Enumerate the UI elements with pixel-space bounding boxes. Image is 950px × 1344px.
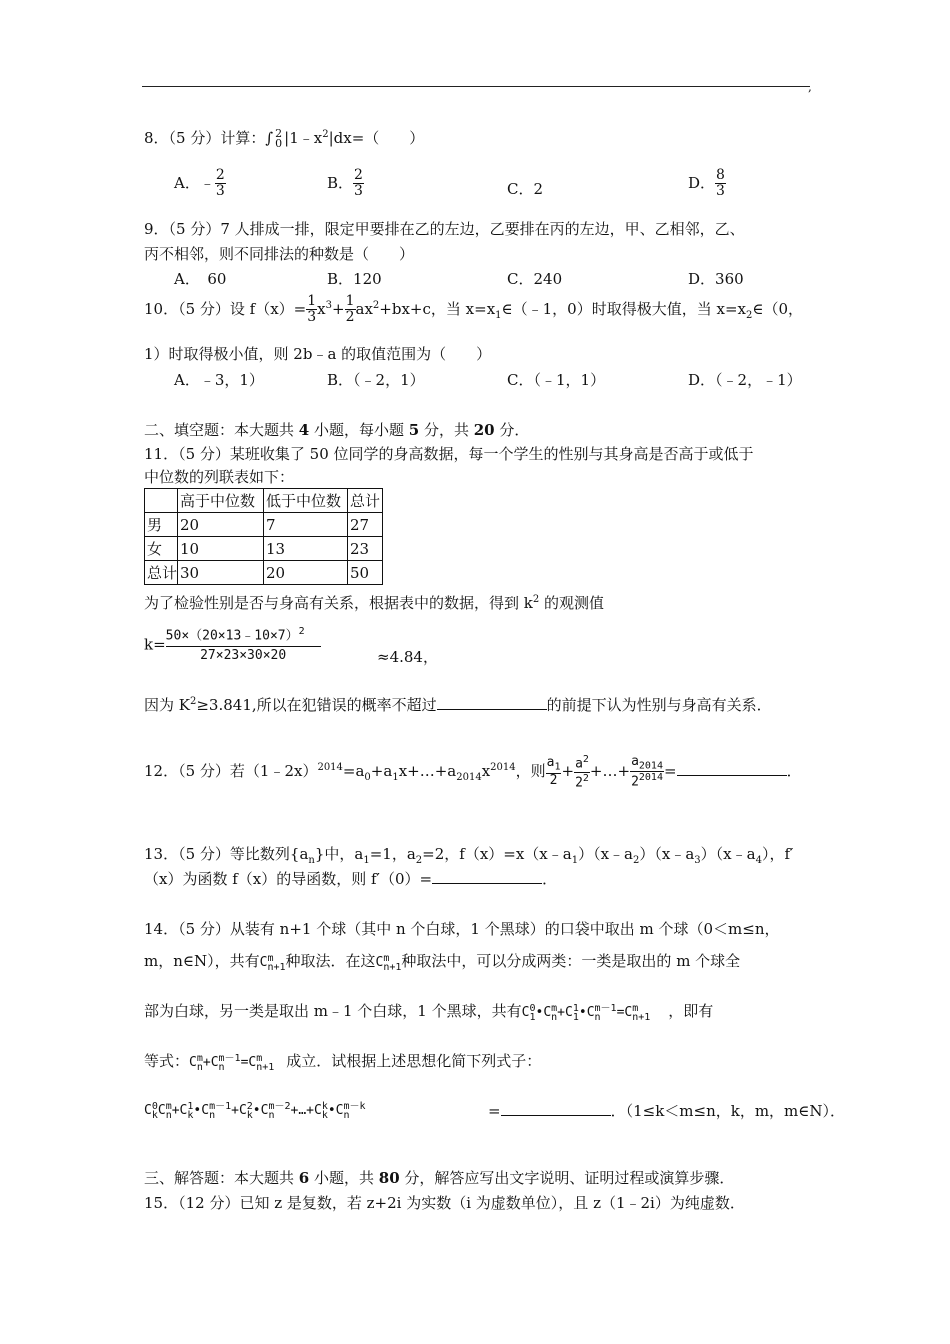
table-cell: 7	[264, 513, 348, 537]
contingency-table	[144, 488, 383, 585]
q10-option-c: C．（﹣1，1）	[507, 371, 606, 389]
q11-after-table: 为了检验性别是否与身高有关系，根据表中的数据，得到 $k^2$ 的观测值	[144, 594, 605, 612]
section3-heading: 三、解答题：本大题共 6 小题，共 80 分，解答应写出文字说明、证明过程或演算步骤．	[144, 1169, 735, 1187]
q15-line1: 15．（12 分）已知 z 是复数，若 z+2i 为实数（i 为虚数单位），且 z（1﹣2i）为纯虚数．	[144, 1194, 745, 1212]
q11-k-result: ≈4.84，	[377, 648, 438, 666]
q10-option-d: D．（﹣2，﹣1）	[688, 371, 802, 389]
q8-stem: 8．（5 分）计算：∫ 2 0 $|1﹣x^2|dx=$（ ）	[144, 127, 425, 150]
table-cell: 20	[264, 561, 348, 585]
q13-line2: （x）为函数 f（x）的导函数，则 f′（0）= ．	[144, 870, 558, 888]
q10-line1: 10．（5 分）设 f（x）= $\frac{1}{3}$ $x^3+$ $\frac{1}{2}$ $ax^2+bx+c$，当 $x=x_1\in(﹣1$，0）时取得极大值，当 $x=x_2\in(0$，	[144, 293, 804, 326]
table-header-cell	[145, 489, 178, 513]
table-cell: 女	[145, 537, 178, 561]
sum-formula: C 0 k C m n +C 1 k •C m－1 n +C 2 k •C m－2 n +…+C k k •C m－k n	[144, 1100, 366, 1121]
table-cell: 27	[348, 513, 383, 537]
q12-line: 12．（5 分）若$(1﹣2x)^{2014}=a_0+a_1x+\dots+a_{2014}x^{2014}$，则 $\frac{a_1}{2}$ + $\frac{a^2}{2^2}$ +…+ $\frac{a_{2014}}{2^{2014}}$ = ．	[144, 753, 802, 790]
table-cell: 10	[178, 537, 264, 561]
table-header-cell: 低于中位数	[264, 489, 348, 513]
q11-k-formula: k= $\frac{50\times(20\times 13﹣10\times 7)^2}{27\times 23\times 30\times 20}$	[144, 626, 321, 663]
table-row	[145, 561, 383, 585]
table-header-cell: 高于中位数	[178, 489, 264, 513]
table-cell: 总计	[145, 561, 178, 585]
q11-line2: 中位数的列联表如下：	[144, 468, 295, 486]
table-header-cell: 总计	[348, 489, 383, 513]
answer-blank[interactable]	[432, 869, 542, 884]
table-header-row	[145, 489, 383, 513]
q14-line2: m，n∈N），共有C m n+1 种取法．在这C m n+1 种取法中，可以分成两类：一类是取出的 m 个球全	[144, 952, 741, 973]
table-cell: 13	[264, 537, 348, 561]
q13-line1: 13．（5 分）等比数列$\{a_n\}$中，$a_1=1$，$a_2=2$，$f(x)=x(x﹣a_1)(x﹣a_2)(x﹣a_3)(x﹣a_4)$，f′	[144, 845, 794, 866]
q14-line3: 部为白球，另一类是取出 m﹣1 个白球，1 个黑球，共有C 0 1 •C m n +C 1 1 •C m－1 n =C m n+1 ，即有	[144, 1002, 714, 1023]
q10-option-a: A．﹣3，1）	[174, 371, 264, 389]
q14-line4: 等式：C m n +C m－1 n =C m n+1 成立．试根据上述思想化简下列式子：	[144, 1052, 542, 1073]
answer-blank[interactable]	[437, 695, 547, 710]
header-rule	[142, 86, 810, 87]
section2-heading: 二、填空题：本大题共 4 小题，每小题 5 分，共 20 分．	[144, 421, 530, 439]
q11-line1: 11．（5 分）某班收集了 50 位同学的身高数据，每一个学生的性别与其身高是否高于或低于	[144, 445, 754, 463]
header-mark: ,	[808, 80, 812, 94]
answer-blank[interactable]	[677, 761, 787, 776]
table-row	[145, 537, 383, 561]
q8-option-a: A．﹣ $\frac{2}{3}$	[174, 167, 225, 200]
q8-option-b: B． $\frac{2}{3}$	[327, 167, 363, 200]
identity-formula: C m n +C m－1 n =C m n+1	[189, 1052, 275, 1073]
q8-option-d: D． $\frac{8}{3}$	[688, 167, 725, 200]
combination-formula: C 0 1 •C m n +C 1 1 •C m－1 n =C m n+1	[521, 1002, 651, 1023]
q9-option-b: B．120	[327, 270, 382, 288]
q14-line1: 14．（5 分）从装有 n+1 个球（其中 n 个白球，1 个黑球）的口袋中取出 m 个球（0＜m≤n，	[144, 920, 780, 938]
q14-line5-answer: = ．（1≤k＜m≤n，k，m，m∈N）．	[488, 1102, 845, 1120]
q11-conclusion: 因为 $K^2\ge 3.841$,所以在犯错误的概率不超过 的前提下认为性别与身高有关系．	[144, 696, 772, 714]
q9-line2: 丙不相邻，则不同排法的种数是（ ）	[144, 245, 415, 263]
q9-line1: 9．（5 分）7 人排成一排，限定甲要排在乙的左边，乙要排在丙的左边，甲、乙相邻，乙、	[144, 220, 745, 238]
q9-option-a: A． 60	[174, 270, 227, 288]
q10-line2: 1）时取得极小值，则 2b﹣a 的取值范围为（ ）	[144, 345, 492, 363]
q10-option-b: B．（﹣2，1）	[327, 371, 425, 389]
table-cell: 50	[348, 561, 383, 585]
q14-line5	[144, 1100, 366, 1120]
q8-option-c: C．2	[507, 180, 544, 198]
table-cell: 30	[178, 561, 264, 585]
table-cell: 23	[348, 537, 383, 561]
table-cell: 20	[178, 513, 264, 537]
table-cell: 男	[145, 513, 178, 537]
table-row	[145, 513, 383, 537]
answer-blank[interactable]	[501, 1101, 611, 1116]
q9-option-c: C．240	[507, 270, 563, 288]
q9-option-d: D．360	[688, 270, 744, 288]
